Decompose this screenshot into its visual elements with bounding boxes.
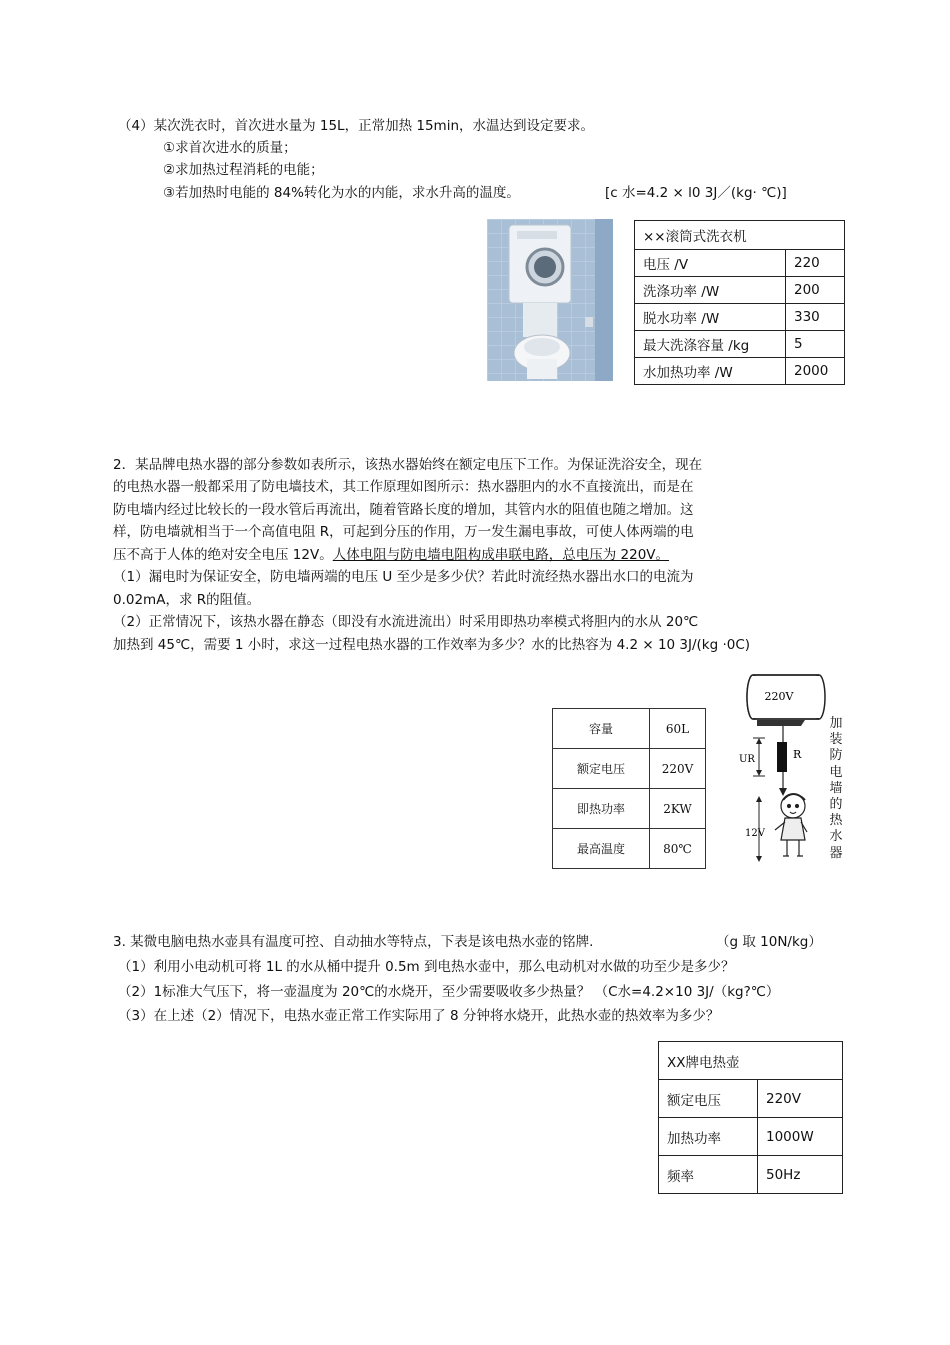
washer-row-value: 2000 xyxy=(786,358,845,385)
q3-line1-g: （g 取 10N/kg） xyxy=(716,934,822,950)
q1-part4-sub1: ①求首次进水的质量； xyxy=(163,140,297,156)
heater-row-value: 60L xyxy=(650,709,706,749)
q2-line5-text: 压不高于人体的绝对安全电压 12V。 xyxy=(113,547,333,563)
q2-line9: 加热到 45℃，需要 1 小时，求这一过程电热水器的工作效率为多少？水的比热容为 4.2 × 10 3J/(kg ·0C) xyxy=(113,637,751,653)
washer-spec-table xyxy=(634,220,845,385)
washer-row-label: 最大洗涤容量 /kg xyxy=(635,331,786,358)
q2-line5 xyxy=(113,546,669,564)
washer-row-value: 5 xyxy=(786,331,845,358)
resistor-label: R xyxy=(793,748,802,761)
heater-row-value: 2KW xyxy=(650,789,706,829)
q2-line7: 0.02mA，求 R的阻值。 xyxy=(113,592,261,608)
kettle-row-value: 220V xyxy=(758,1080,843,1118)
heater-row-label: 额定电压 xyxy=(553,749,650,789)
q2-line6: （1）漏电时为保证安全，防电墙两端的电压 U 至少是多少伏？若此时流经热水器出水口的电流为 xyxy=(113,569,694,585)
heater-diagram xyxy=(735,670,827,888)
q2-line5-underlined: 人体电阻与防电墙电阻构成串联电路，总电压为 220V。 xyxy=(332,547,670,563)
washer-row-label: 脱水功率 /W xyxy=(635,304,786,331)
kettle-row-value: 1000W xyxy=(758,1118,843,1156)
ur-label: UR xyxy=(739,754,755,765)
tank-voltage-label: 220V xyxy=(764,690,794,703)
resistor-r xyxy=(777,742,787,772)
person-figure xyxy=(775,794,807,856)
q3-line1: 3. 某微电脑电热水壶具有温度可控、自动抽水等特点，下表是该电热水壶的铭牌. xyxy=(113,934,594,950)
q3-line2: （1）利用小电动机可将 1L 的水从桶中提升 0.5m 到电热水壶中，那么电动机对水做的功至少是多少？ xyxy=(118,959,735,975)
q2-line3: 防电墙内经过比较长的一段水管后再流出，随着管路长度的增加，其管内水的阻值也随之增加。这 xyxy=(113,502,694,518)
q2-line8: （2）正常情况下，该热水器在静态（即没有水流进流出）时采用即热功率模式将胆内的水从 20℃ xyxy=(113,614,699,630)
washer-row-label: 水加热功率 /W xyxy=(635,358,786,385)
kettle-row-label: 加热功率 xyxy=(659,1118,758,1156)
washer-row-value: 200 xyxy=(786,277,845,304)
kettle-row-label: 频率 xyxy=(659,1156,758,1194)
washer-table-title: ××滚筒式洗衣机 xyxy=(635,221,845,250)
kettle-spec-table xyxy=(658,1041,843,1194)
kettle-table-title: XX牌电热壶 xyxy=(659,1042,843,1080)
washer-row-value: 220 xyxy=(786,250,845,277)
q2-line1: 2．某品牌电热水器的部分参数如表所示，该热水器始终在额定电压下工作。为保证洗浴安全，现在 xyxy=(113,457,703,473)
heater-row-label: 最高温度 xyxy=(553,829,650,869)
washer-photo xyxy=(487,219,613,381)
q1-part4-line1: （4）某次洗衣时，首次进水量为 15L，正常加热 15min，水温达到设定要求。 xyxy=(118,118,595,134)
washer-row-label: 电压 /V xyxy=(635,250,786,277)
q2-line4: 样，防电墙就相当于一个高值电阻 R，可起到分压的作用，万一发生漏电事故，可使人体两端的电 xyxy=(113,524,694,540)
q3-line3: （2）1标准大气压下，将一壶温度为 20℃的水烧开，至少需要吸收多少热量？ （C水=4.2×10 3J/（kg?℃） xyxy=(118,984,780,1000)
heater-side-caption: 加装防电墙的热水器 xyxy=(829,716,843,861)
q1-part4-formula: [c 水=4.2 × l0 3J／(kg· ℃)] xyxy=(605,185,787,201)
heater-row-value: 80℃ xyxy=(650,829,706,869)
outlet-pipe xyxy=(757,720,805,726)
q2-line2: 的电热水器一般都采用了防电墙技术，其工作原理如图所示：热水器胆内的水不直接流出，而是在 xyxy=(113,479,694,495)
heater-row-value: 220V xyxy=(650,749,706,789)
v12-label: 12V xyxy=(745,828,765,839)
washer-row-label: 洗涤功率 /W xyxy=(635,277,786,304)
q3-line4: （3）在上述（2）情况下，电热水壶正常工作实际用了 8 分钟将水烧开，此热水壶的热效率为多少？ xyxy=(118,1008,720,1024)
kettle-row-label: 额定电压 xyxy=(659,1080,758,1118)
q1-part4-sub2: ②求加热过程消耗的电能； xyxy=(163,162,324,178)
heater-row-label: 容量 xyxy=(553,709,650,749)
q1-part4-sub3: ③若加热时电能的 84%转化为水的内能，求水升高的温度。 xyxy=(163,185,520,201)
heater-row-label: 即热功率 xyxy=(553,789,650,829)
washer-row-value: 330 xyxy=(786,304,845,331)
kettle-row-value: 50Hz xyxy=(758,1156,843,1194)
heater-spec-table xyxy=(552,708,706,869)
